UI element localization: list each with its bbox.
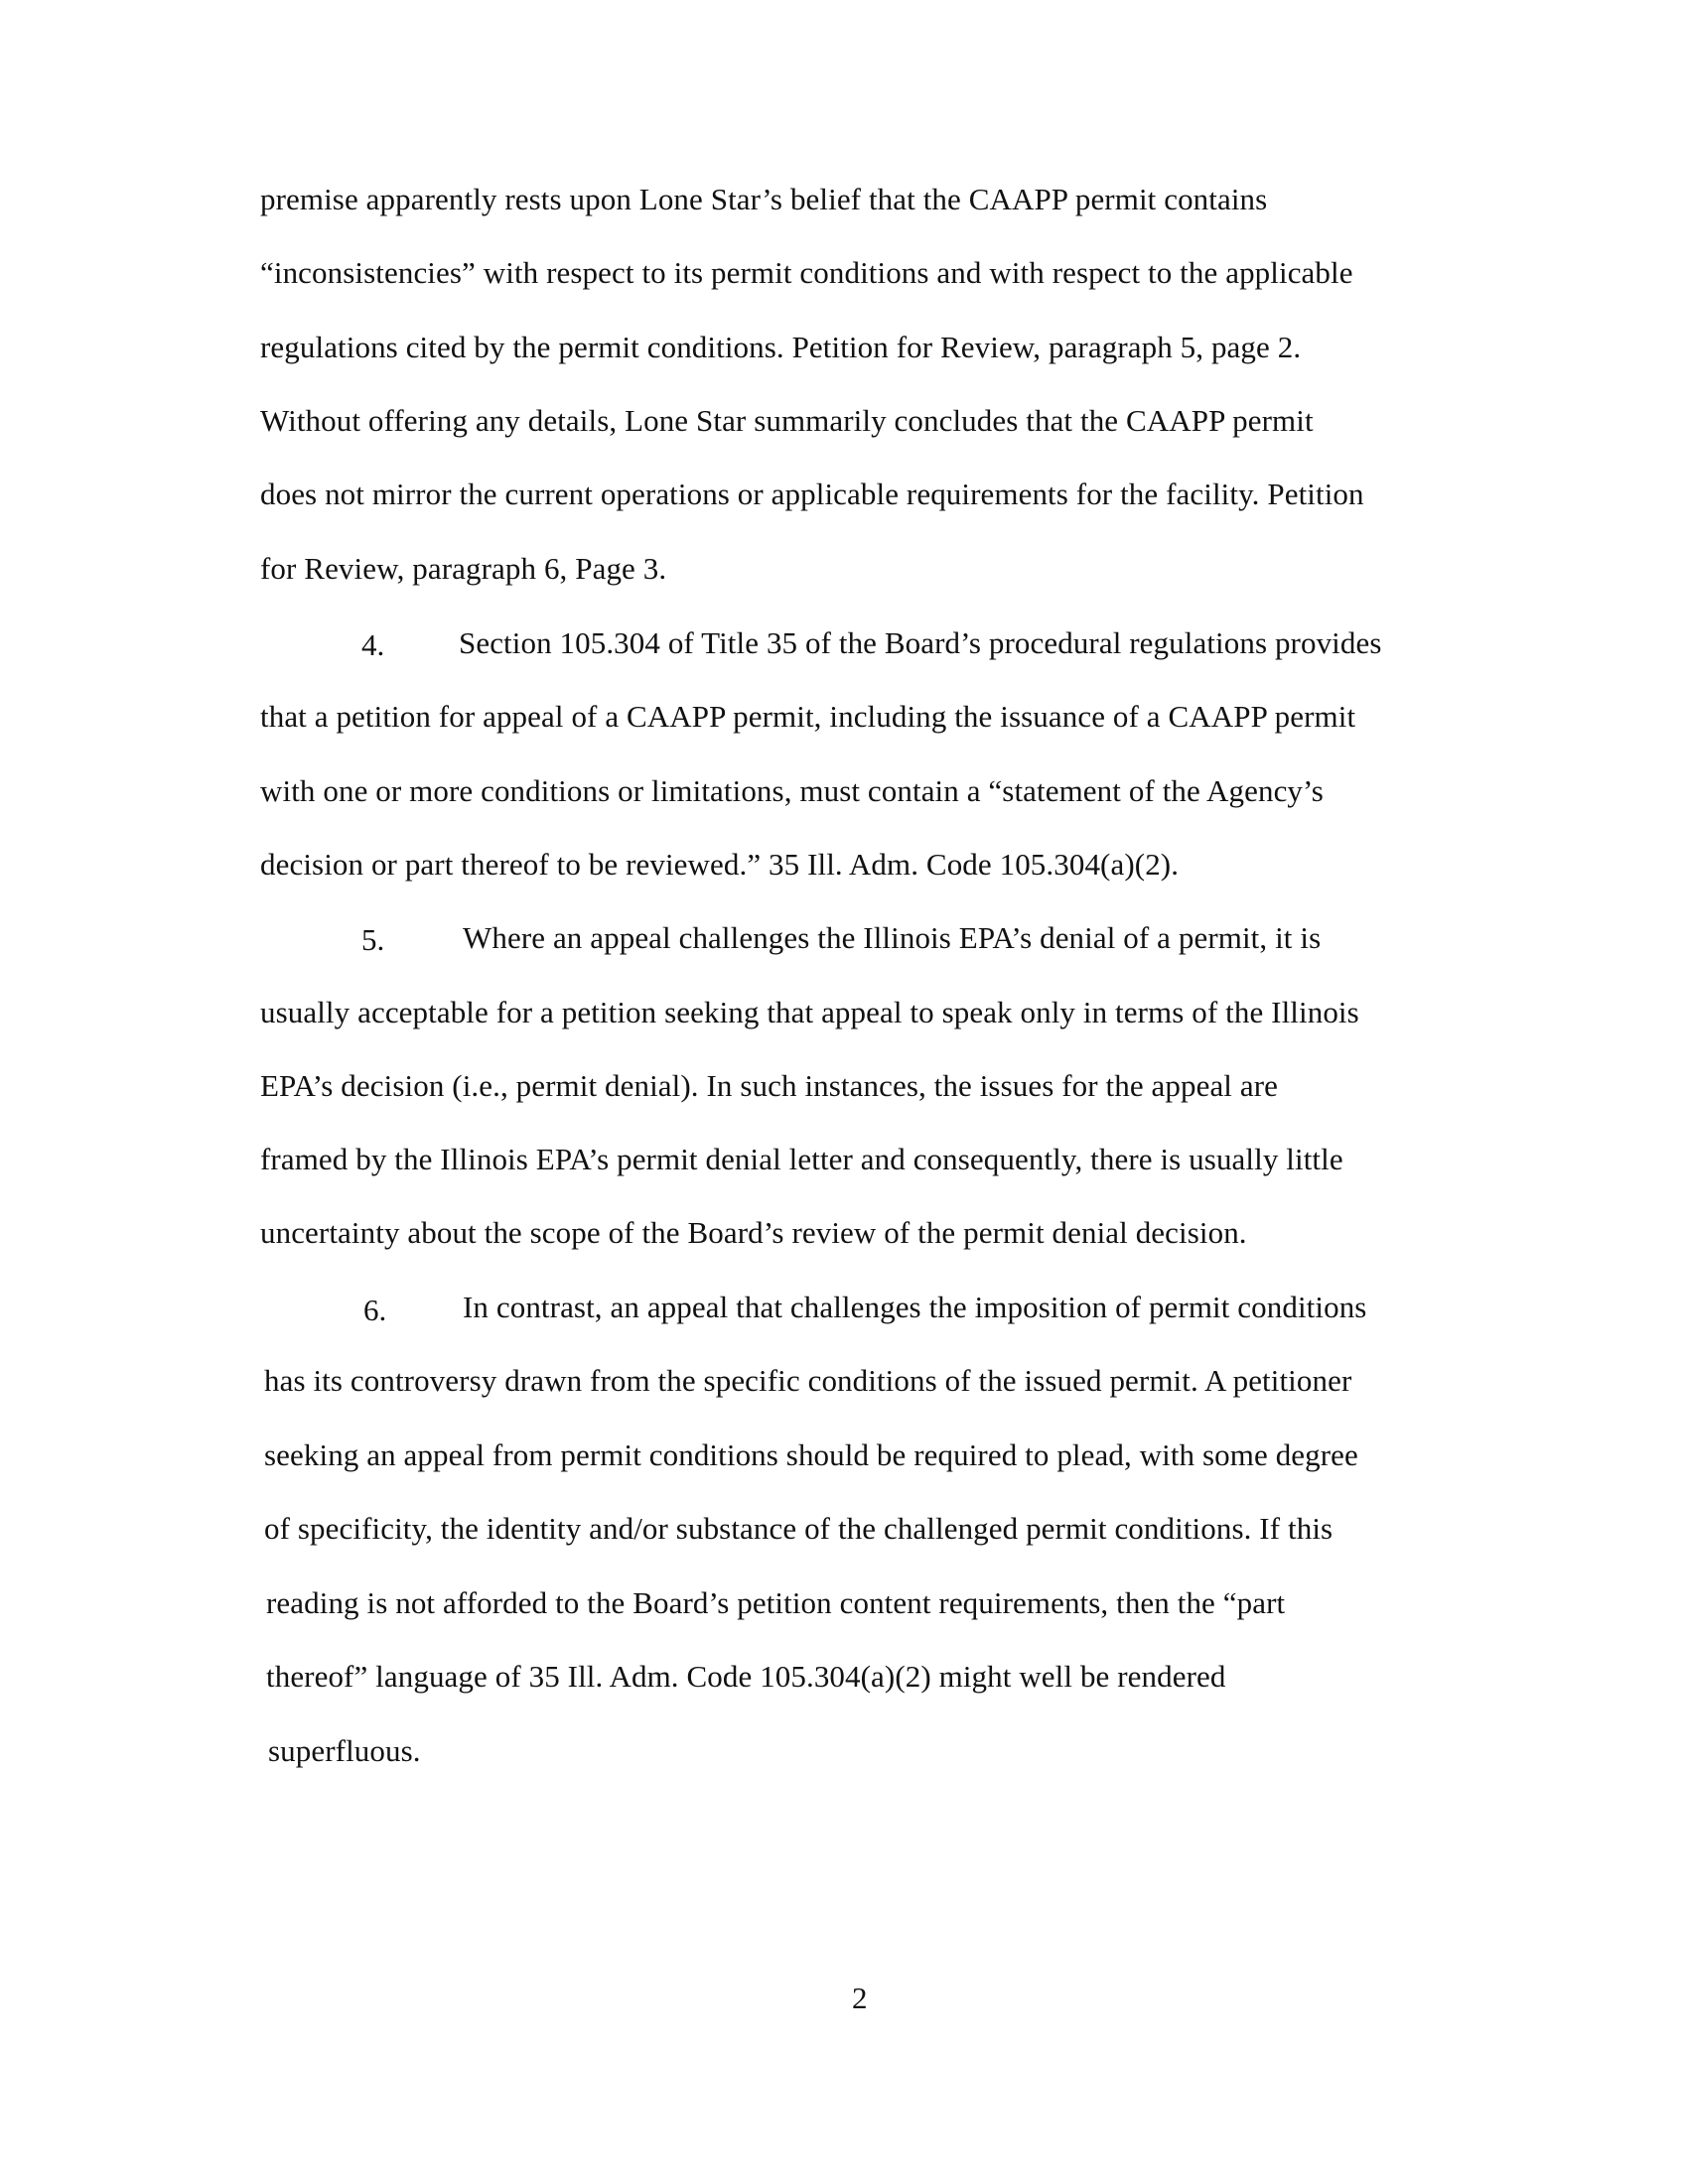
paragraph-line: of specificity, the identity and/or substance of the challenged permit conditions. If this <box>264 1511 1333 1546</box>
paragraph-line: thereof” language of 35 Ill. Adm. Code 105.304(a)(2) might well be rendered <box>266 1659 1226 1694</box>
paragraph-line: usually acceptable for a petition seeking that appeal to speak only in terms of the Illinois <box>260 995 1359 1029</box>
paragraph-number: 5. <box>361 922 385 957</box>
paragraph-line: Section 105.304 of Title 35 of the Board’s procedural regulations provides <box>459 625 1382 660</box>
paragraph-line: EPA’s decision (i.e., permit denial). In such instances, the issues for the appeal are <box>260 1068 1279 1103</box>
paragraph-line: Where an appeal challenges the Illinois EPA’s denial of a permit, it is <box>463 920 1322 955</box>
paragraph-line: decision or part thereof to be reviewed.” 35 Ill. Adm. Code 105.304(a)(2). <box>260 847 1180 882</box>
paragraph-line: does not mirror the current operations or applicable requirements for the facility. Petition <box>260 477 1364 511</box>
paragraph-number: 6. <box>363 1293 387 1327</box>
paragraph-line: has its controversy drawn from the specific conditions of the issued permit. A petitioner <box>264 1363 1352 1398</box>
paragraph-line: for Review, paragraph 6, Page 3. <box>260 551 667 586</box>
paragraph-line: In contrast, an appeal that challenges the imposition of permit conditions <box>463 1290 1367 1324</box>
paragraph-line: framed by the Illinois EPA’s permit denial letter and consequently, there is usually little <box>260 1142 1343 1176</box>
paragraph-line: seeking an appeal from permit conditions should be required to plead, with some degree <box>264 1437 1358 1472</box>
paragraph-line: Without offering any details, Lone Star summarily concludes that the CAAPP permit <box>260 403 1314 438</box>
paragraph-line: superfluous. <box>268 1733 421 1768</box>
paragraph-line: regulations cited by the permit conditions. Petition for Review, paragraph 5, page 2. <box>260 330 1302 364</box>
paragraph-line: that a petition for appeal of a CAAPP permit, including the issuance of a CAAPP permit <box>260 699 1356 734</box>
paragraph-number: 4. <box>361 627 385 662</box>
paragraph-line: with one or more conditions or limitations, must contain a “statement of the Agency’s <box>260 773 1324 808</box>
page-number: 2 <box>852 1980 868 2015</box>
paragraph-line: reading is not afforded to the Board’s petition content requirements, then the “part <box>266 1585 1286 1620</box>
paragraph-line: premise apparently rests upon Lone Star’s belief that the CAAPP permit contains <box>260 182 1268 216</box>
paragraph-line: uncertainty about the scope of the Board’s review of the permit denial decision. <box>260 1215 1247 1250</box>
paragraph-line: “inconsistencies” with respect to its permit conditions and with respect to the applicable <box>260 255 1353 290</box>
